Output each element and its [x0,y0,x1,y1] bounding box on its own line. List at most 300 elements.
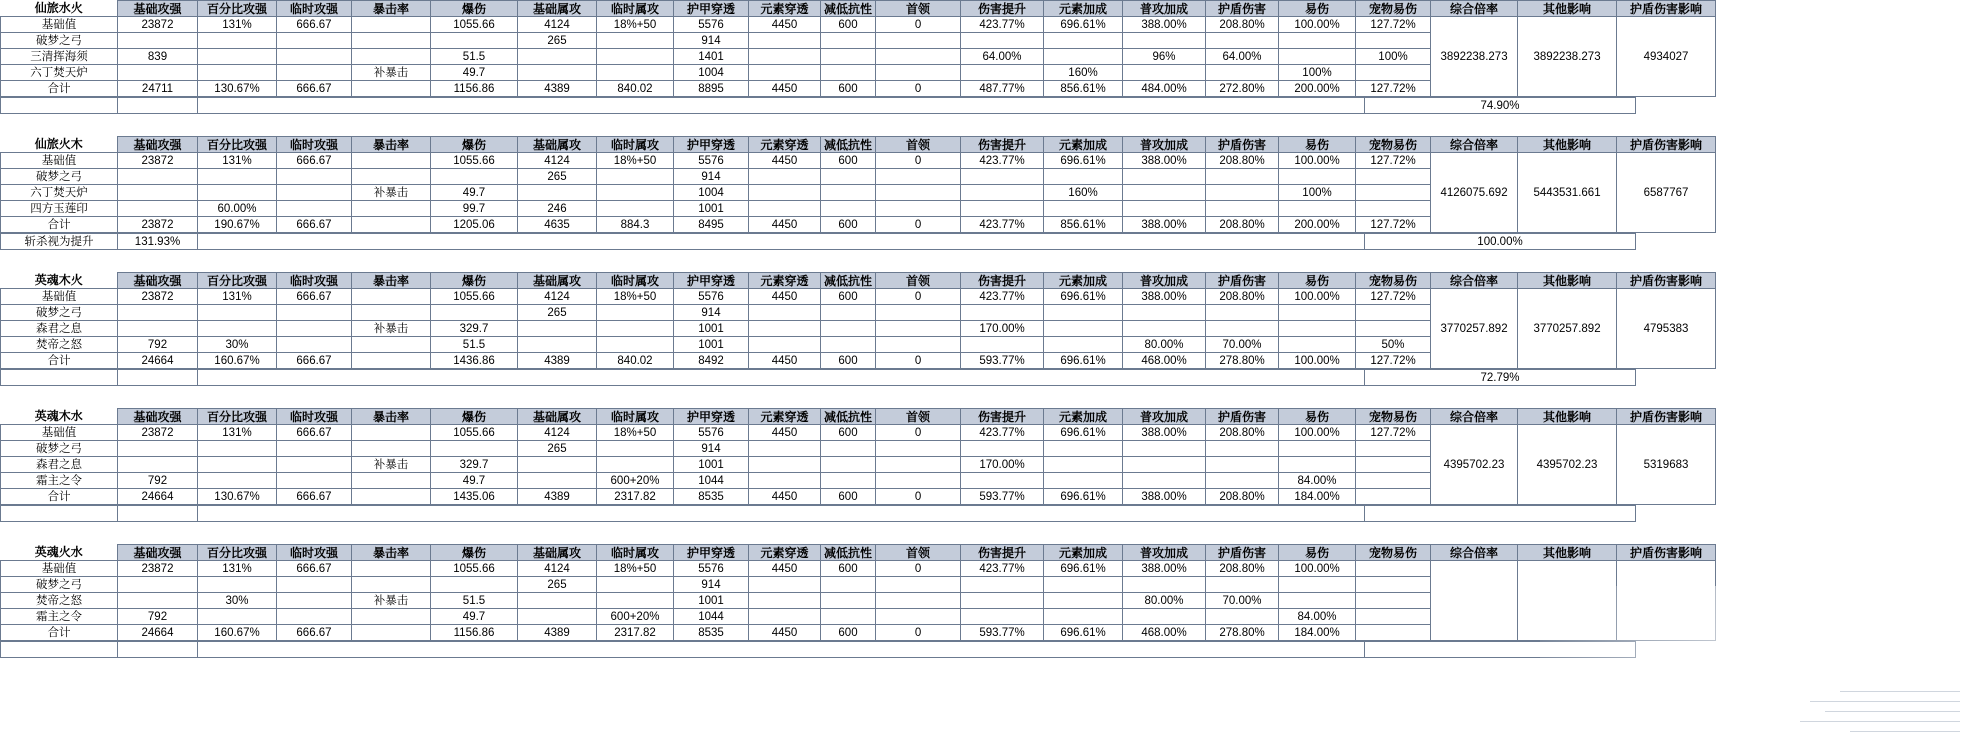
stat-table [0,408,1716,505]
data-cell [1206,65,1279,81]
data-cell [352,441,431,457]
data-cell: 329.7 [431,321,518,337]
row-label: 破梦之弓 [1,33,118,49]
tail-right-value: 72.79% [1365,370,1636,386]
data-cell: 0 [876,17,961,33]
tail-filler [198,98,1365,114]
data-cell [1356,609,1431,625]
data-cell: 600+20% [597,609,674,625]
data-cell: 1001 [674,337,749,353]
data-cell [352,425,431,441]
data-cell [1356,441,1431,457]
column-header: 临时攻强 [277,409,352,425]
data-cell [277,201,352,217]
column-header: 首领 [876,409,961,425]
row-label: 合计 [1,353,118,369]
data-cell: 208.80% [1206,425,1279,441]
data-cell: 593.77% [961,625,1044,641]
column-header: 伤害提升 [961,545,1044,561]
column-header: 护盾伤害 [1206,409,1279,425]
column-header: 首领 [876,545,961,561]
data-cell: 423.77% [961,561,1044,577]
data-cell [749,305,821,321]
data-cell: 265 [518,441,597,457]
data-cell: 200.00% [1279,217,1356,233]
data-cell: 265 [518,169,597,185]
data-cell [1206,201,1279,217]
data-cell [876,609,961,625]
data-cell: 278.80% [1206,625,1279,641]
column-header: 基础攻强 [118,1,198,17]
row-label: 基础值 [1,289,118,305]
data-cell [277,457,352,473]
row-label: 破梦之弓 [1,577,118,593]
data-cell [277,609,352,625]
column-header: 百分比攻强 [198,137,277,153]
data-cell [821,441,876,457]
data-cell: 30% [198,337,277,353]
column-header-other: 其他影响 [1518,545,1617,561]
tail-right-value [1365,506,1636,522]
row-label: 森君之息 [1,457,118,473]
data-cell: 70.00% [1206,593,1279,609]
data-cell: 131% [198,425,277,441]
data-cell: 131% [198,17,277,33]
data-cell [198,33,277,49]
data-cell: 127.72% [1356,153,1431,169]
data-cell: 4450 [749,153,821,169]
data-cell [198,441,277,457]
column-header-comprehensive: 综合倍率 [1431,409,1518,425]
data-cell: 265 [518,305,597,321]
column-header: 爆伤 [431,137,518,153]
tail-row [1,370,1636,386]
data-cell: 1001 [674,201,749,217]
data-cell [961,337,1044,353]
data-cell [1044,609,1123,625]
data-cell: 127.72% [1356,425,1431,441]
data-cell: 184.00% [1279,489,1356,505]
tail-right-value [1365,642,1636,658]
data-cell: 600 [821,625,876,641]
data-cell: 8495 [674,217,749,233]
data-cell [1356,577,1431,593]
data-cell: 696.61% [1044,625,1123,641]
data-cell [1044,473,1123,489]
data-cell: 127.72% [1356,81,1431,97]
data-cell: 666.67 [277,425,352,441]
table-row [1,425,1716,441]
data-cell [1356,33,1431,49]
data-cell: 5576 [674,561,749,577]
column-header: 护盾伤害 [1206,137,1279,153]
data-cell [1044,305,1123,321]
column-header: 减低抗性 [821,273,876,289]
data-cell [1206,473,1279,489]
data-cell [198,457,277,473]
data-cell [1044,577,1123,593]
column-header: 护盾伤害 [1206,273,1279,289]
block-title: 英魂木火 [1,273,118,289]
data-cell: 0 [876,561,961,577]
data-cell [1123,305,1206,321]
data-cell [352,625,431,641]
data-cell [749,337,821,353]
data-cell [118,185,198,201]
column-header: 伤害提升 [961,409,1044,425]
block-title: 仙旅火木 [1,137,118,153]
data-cell: 170.00% [961,321,1044,337]
data-cell: 600 [821,217,876,233]
data-cell: 4450 [749,489,821,505]
table-row [1,153,1716,169]
row-label: 霜主之令 [1,473,118,489]
data-cell: 468.00% [1123,625,1206,641]
data-cell: 补暴击 [352,321,431,337]
column-header: 宠物易伤 [1356,545,1431,561]
column-header: 暴击率 [352,1,431,17]
data-cell [876,65,961,81]
data-cell [961,33,1044,49]
column-header-shield: 护盾伤害影响 [1617,409,1716,425]
data-cell [1279,33,1356,49]
data-cell: 50% [1356,337,1431,353]
data-cell: 8492 [674,353,749,369]
data-cell: 1055.66 [431,17,518,33]
data-cell [518,65,597,81]
column-header: 元素穿透 [749,137,821,153]
tail-value [118,370,198,386]
tail-filler [198,506,1365,522]
data-cell [597,49,674,65]
data-cell: 1001 [674,593,749,609]
data-cell [277,169,352,185]
data-cell [1206,457,1279,473]
data-cell [1356,305,1431,321]
data-cell [198,577,277,593]
data-cell: 18%+50 [597,289,674,305]
data-cell: 5576 [674,153,749,169]
data-cell: 4389 [518,625,597,641]
tail-right-value: 100.00% [1365,234,1636,250]
data-cell [1123,321,1206,337]
column-header-comprehensive: 综合倍率 [1431,545,1518,561]
data-cell [1356,457,1431,473]
data-cell: 30% [198,593,277,609]
data-cell: 265 [518,33,597,49]
data-cell: 127.72% [1356,289,1431,305]
row-label: 基础值 [1,425,118,441]
data-cell [821,169,876,185]
data-cell [1123,169,1206,185]
data-cell [1123,473,1206,489]
column-header: 临时属攻 [597,409,674,425]
data-cell [431,441,518,457]
data-cell: 388.00% [1123,489,1206,505]
data-cell: 24664 [118,625,198,641]
data-cell [1044,49,1123,65]
column-header: 首领 [876,137,961,153]
data-cell: 696.61% [1044,17,1123,33]
data-cell [876,49,961,65]
summary-other: 4395702.23 [1518,425,1617,505]
block-title: 英魂火水 [1,545,118,561]
data-cell: 131% [198,153,277,169]
data-cell: 484.00% [1123,81,1206,97]
column-header: 百分比攻强 [198,409,277,425]
row-label: 森君之息 [1,321,118,337]
data-cell: 23872 [118,217,198,233]
data-cell: 160.67% [198,625,277,641]
data-cell: 593.77% [961,489,1044,505]
column-header: 元素穿透 [749,545,821,561]
row-label: 破梦之弓 [1,305,118,321]
column-header: 基础攻强 [118,409,198,425]
column-header: 易伤 [1279,409,1356,425]
data-cell [597,185,674,201]
data-cell: 补暴击 [352,593,431,609]
data-cell [1356,625,1431,641]
summary-shield: 6587767 [1617,153,1716,233]
data-cell [749,49,821,65]
row-label: 破梦之弓 [1,169,118,185]
stat-block [0,136,1970,272]
data-cell: 468.00% [1123,353,1206,369]
data-cell [1206,577,1279,593]
data-cell: 666.67 [277,153,352,169]
data-cell: 70.00% [1206,337,1279,353]
data-cell [1044,33,1123,49]
column-header: 百分比攻强 [198,1,277,17]
data-cell: 51.5 [431,593,518,609]
data-cell [118,305,198,321]
data-cell: 666.67 [277,81,352,97]
data-cell [118,169,198,185]
data-cell: 914 [674,441,749,457]
column-header-shield: 护盾伤害影响 [1617,273,1716,289]
column-header: 暴击率 [352,409,431,425]
data-cell: 100% [1279,185,1356,201]
column-header: 护甲穿透 [674,273,749,289]
data-cell: 131% [198,561,277,577]
data-cell: 0 [876,353,961,369]
data-cell [1044,441,1123,457]
table-header-row [1,409,1716,425]
data-cell: 792 [118,337,198,353]
table-row [1,289,1716,305]
column-header: 元素穿透 [749,1,821,17]
data-cell: 792 [118,609,198,625]
data-cell: 49.7 [431,65,518,81]
row-label: 破梦之弓 [1,441,118,457]
data-cell: 696.61% [1044,353,1123,369]
column-header-other: 其他影响 [1518,1,1617,17]
data-cell [821,201,876,217]
column-header: 元素穿透 [749,273,821,289]
column-header: 元素穿透 [749,409,821,425]
data-cell [1356,473,1431,489]
column-header: 临时属攻 [597,545,674,561]
data-cell: 423.77% [961,217,1044,233]
data-cell [1123,65,1206,81]
data-cell: 696.61% [1044,489,1123,505]
column-header: 首领 [876,1,961,17]
data-cell [821,49,876,65]
data-cell: 5576 [674,425,749,441]
column-header: 基础属攻 [518,1,597,17]
data-cell: 4450 [749,17,821,33]
column-header: 元素加成 [1044,545,1123,561]
column-header: 宠物易伤 [1356,409,1431,425]
data-cell: 696.61% [1044,425,1123,441]
data-cell: 666.67 [277,625,352,641]
data-cell: 131% [198,289,277,305]
data-cell [961,441,1044,457]
table-row [1,561,1716,577]
data-cell: 51.5 [431,337,518,353]
data-cell: 8535 [674,625,749,641]
data-cell: 8895 [674,81,749,97]
data-cell: 388.00% [1123,561,1206,577]
column-header: 首领 [876,273,961,289]
data-cell [1279,169,1356,185]
data-cell [1206,305,1279,321]
stat-table [0,544,1716,641]
data-cell [1356,185,1431,201]
data-cell [597,321,674,337]
data-cell: 1401 [674,49,749,65]
data-cell [961,593,1044,609]
data-cell: 666.67 [277,489,352,505]
data-cell [1356,201,1431,217]
table-header-row [1,1,1716,17]
data-cell: 49.7 [431,473,518,489]
summary-other [1518,561,1617,641]
data-cell: 208.80% [1206,217,1279,233]
block-title: 仙旅水火 [1,1,118,17]
data-cell: 840.02 [597,81,674,97]
data-cell [277,593,352,609]
data-cell: 4450 [749,289,821,305]
data-cell [198,49,277,65]
table-header-row [1,273,1716,289]
data-cell [198,473,277,489]
data-cell [597,65,674,81]
row-label: 焚帝之怒 [1,337,118,353]
column-header: 宠物易伤 [1356,137,1431,153]
data-cell: 4450 [749,625,821,641]
column-header: 伤害提升 [961,273,1044,289]
data-cell: 1156.86 [431,625,518,641]
data-cell: 100.00% [1279,561,1356,577]
data-cell [597,593,674,609]
data-cell [1279,441,1356,457]
data-cell [749,441,821,457]
data-cell [1356,593,1431,609]
data-cell: 1055.66 [431,425,518,441]
data-cell [518,609,597,625]
data-cell: 23872 [118,289,198,305]
data-cell: 1044 [674,609,749,625]
data-cell [198,65,277,81]
column-header-other: 其他影响 [1518,137,1617,153]
summary-comprehensive: 3770257.892 [1431,289,1518,369]
column-header: 爆伤 [431,545,518,561]
summary-comprehensive [1431,561,1518,641]
data-cell: 4124 [518,289,597,305]
data-cell: 1055.66 [431,561,518,577]
data-cell [749,169,821,185]
data-cell: 51.5 [431,49,518,65]
data-cell: 4635 [518,217,597,233]
column-header: 护盾伤害 [1206,545,1279,561]
data-cell: 130.67% [198,81,277,97]
data-cell: 487.77% [961,81,1044,97]
data-cell: 4450 [749,81,821,97]
row-label: 基础值 [1,153,118,169]
data-cell [1123,33,1206,49]
column-header-shield: 护盾伤害影响 [1617,545,1716,561]
summary-shield: 5319683 [1617,425,1716,505]
stat-table [0,136,1716,233]
data-cell [821,305,876,321]
data-cell: 18%+50 [597,17,674,33]
column-header: 元素加成 [1044,1,1123,17]
column-header: 基础攻强 [118,137,198,153]
column-header: 元素加成 [1044,409,1123,425]
data-cell [277,473,352,489]
data-cell [198,321,277,337]
data-cell: 0 [876,153,961,169]
data-cell: 64.00% [1206,49,1279,65]
column-header: 临时攻强 [277,273,352,289]
data-cell: 423.77% [961,153,1044,169]
data-cell [352,17,431,33]
tail-label [1,98,118,114]
data-cell [749,609,821,625]
data-cell [876,593,961,609]
data-cell [352,33,431,49]
data-cell [277,185,352,201]
data-cell [518,49,597,65]
data-cell [1206,185,1279,201]
data-cell: 18%+50 [597,561,674,577]
stat-block [0,408,1970,544]
data-cell: 696.61% [1044,289,1123,305]
data-cell: 666.67 [277,561,352,577]
table-row [1,17,1716,33]
summary-shield: 4934027 [1617,17,1716,97]
data-cell: 1156.86 [431,81,518,97]
data-cell [1044,169,1123,185]
data-cell: 0 [876,425,961,441]
data-cell: 4389 [518,353,597,369]
summary-comprehensive: 4126075.692 [1431,153,1518,233]
data-cell: 1001 [674,321,749,337]
data-cell [118,577,198,593]
column-header: 临时属攻 [597,273,674,289]
data-cell [749,321,821,337]
data-cell: 600 [821,289,876,305]
data-cell [277,337,352,353]
data-cell [1356,561,1431,577]
data-cell: 4450 [749,217,821,233]
data-cell: 272.80% [1206,81,1279,97]
data-cell [749,457,821,473]
column-header: 临时攻强 [277,545,352,561]
data-cell: 600 [821,561,876,577]
column-header: 暴击率 [352,545,431,561]
